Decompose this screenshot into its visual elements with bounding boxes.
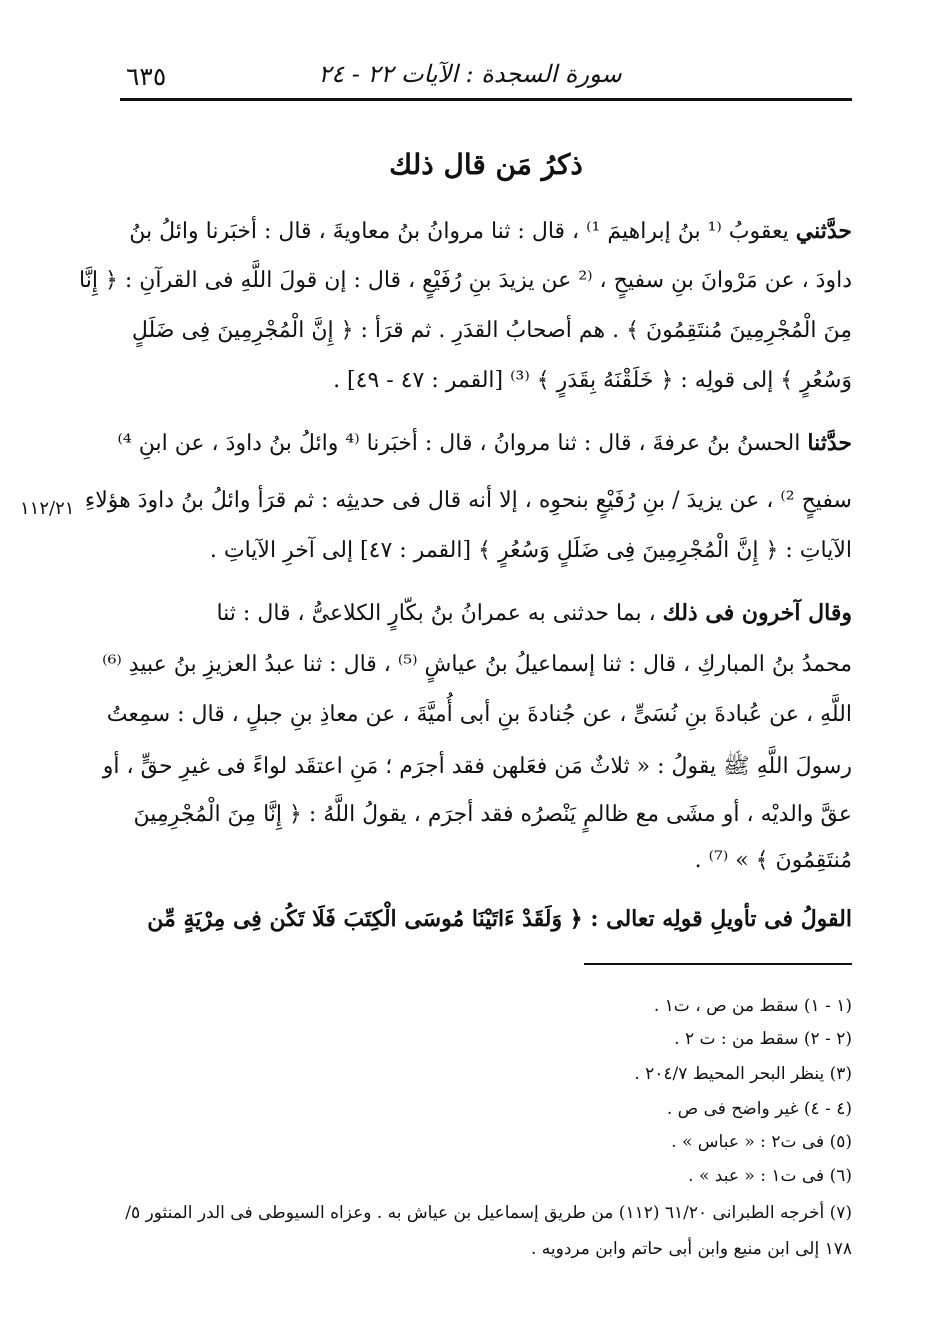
para3-line4: رسولَ اللَّهِ ﷺ يقولُ : « ثلاثٌ مَن فعَلهن فقد أجرَم ؛ مَنِ اعتقَد لواءً فى غيرِ حقٍّ ، أو xyxy=(102,754,852,779)
para1-line2: داودَ ، عن مَرْوانَ بنِ سفيحٍ ، ⁽² عن يزيدَ بنِ رُفَيْعٍ ، قال : إن قولَ اللَّهِ فى القرآنِ : ﴿ إِنَّا xyxy=(79,268,852,293)
para4-text: : ﴿ وَلَقَدْ ءَاتَيْنَا مُوسَى الْكِتَبَ فَلَا تَكُن فِى مِرْيَةٍ مِّن xyxy=(147,906,607,932)
footnote-rule xyxy=(584,963,852,965)
margin-reference: ١١٢/٢١ xyxy=(20,498,75,519)
para1-line3: مِنَ الْمُجْرِمِينَ مُنتَقِمُونَ ﴾ . هم أصحابُ القدَرِ . ثم قرَأ : ﴿ إِنَّ الْمُجْرِمِينَ فِى ضَلَلٍ xyxy=(131,318,852,343)
para4-lead: القولُ فى تأويلِ قولِه تعالى xyxy=(606,906,852,932)
para1-lead: حدَّثني xyxy=(795,218,852,244)
page-number: ٦٣٥ xyxy=(126,62,167,91)
para3-line6: مُنتَقِمُونَ ﴾ » ⁽⁷⁾ . xyxy=(694,848,852,873)
section-title: ذكرُ مَن قال ذلك xyxy=(389,148,583,181)
para1-line1-text: يعقوبُ ⁽¹ بنُ إبراهيمَ ¹⁾ ، قال : ثنا مروانُ بنُ معاويةَ ، قال : أخبَرنا وائلُ بنُ xyxy=(129,219,796,244)
para1-line4: وَسُعُرٍ ﴾ إلى قولِه : ﴿ خَلَقْنَهُ بِقَدَرٍ ﴾ ⁽³⁾ [القمر : ٤٧ - ٤٩] . xyxy=(333,368,852,393)
footnote-5: (٥) فى ت٢ : « عباس » . xyxy=(671,1132,852,1152)
footnote-6: (٦) فى ت١ : « عبد » . xyxy=(688,1166,852,1186)
para3-line3: اللَّهِ ، عن عُبادةَ بنِ نُسَىٍّ ، عن جُنادةَ بنِ أبى أُميَّةَ ، عن معاذِ بنِ جبلٍ ، قال : سمِعتُ xyxy=(106,702,852,727)
header-rule xyxy=(120,98,852,101)
para2-line1-text: الحسنُ بنُ عرفةَ ، قال : ثنا مروانُ ، قال : أخبَرنا ⁽⁴ وائلُ بنُ داودَ ، عن ابنِ ⁴⁾ xyxy=(117,431,808,456)
para3-line1 xyxy=(128,600,852,626)
para3-line2: محمدُ بنُ المباركِ ، قال : ثنا إسماعيلُ بنُ عياشٍ ⁽⁵⁾ ، قال : ثنا عبدُ العزيزِ بنُ عبيدِ ⁽⁶⁾ xyxy=(102,652,852,677)
para2-line1 xyxy=(117,430,852,456)
para3-lead: وقال آخرون فى ذلك xyxy=(662,600,852,626)
para2-line3: الآياتِ : ﴿ إِنَّ الْمُجْرِمِينَ فِى ضَلَلٍ وَسُعُرٍ ﴾ [القمر : ٤٧] إلى آخرِ الآياتِ . xyxy=(209,538,852,563)
footnote-2: (٢ - ٢) سقط من : ت ٢ . xyxy=(674,1029,852,1049)
footnote-1: (١ - ١) سقط من ص ، ت١ . xyxy=(653,996,852,1016)
footnote-3: (٣) ينظر البحر المحيط ٢٠٤/٧ . xyxy=(634,1064,852,1084)
para3-line5: عقَّ والديْه ، أو مشَى مع ظالمٍ يَنْصرُه فقد أجرَم ، يقولُ اللَّهُ : ﴿ إِنَّا مِنَ الْمُجْرِمِينَ xyxy=(133,802,852,827)
para3-line1-text: ، بما حدثنى به عمرانُ بنُ بكّارٍ الكلاعىُّ ، قال : ثنا xyxy=(216,601,663,626)
footnote-7: (٧) أخرجه الطبرانى ٦١/٢٠ (١١٢) من طريق إسماعيل بن عياش به . وعزاه السيوطى فى الدر المنثور ٥/ xyxy=(125,1203,852,1223)
running-title: سورة السجدة : الآيات ٢٢ - ٢٤ xyxy=(318,60,622,88)
footnote-7-cont: ١٧٨ إلى ابن منيع وابن أبى حاتم وابن مردويه . xyxy=(530,1239,852,1259)
para2-lead: حدَّثنا xyxy=(807,430,852,456)
para2-line2: سفيحٍ ²⁾ ، عن يزيدَ / بنِ رُفَيْعٍ بنحوِه ، إلا أنه قال فى حديثِه : ثم قرَأ وائلُ بنُ داودَ هؤلاءِ xyxy=(84,488,852,513)
para1-line1 xyxy=(128,218,852,244)
footnote-4: (٤ - ٤) غير واضح فى ص . xyxy=(666,1099,852,1119)
para4-line1 xyxy=(128,906,852,932)
